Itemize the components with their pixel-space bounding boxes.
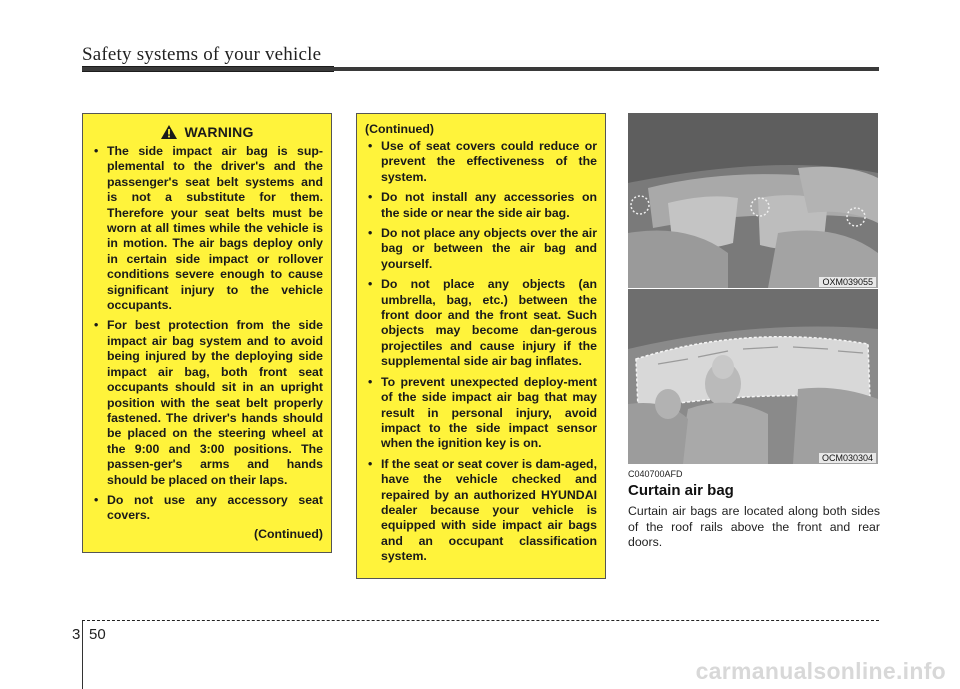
page-number: 50 <box>89 626 106 643</box>
warning-item: • If the seat or seat cover is dam-aged, have the vehicle checked and repaired by an authorized HYUNDAI dealer because your vehicle is equipped with side impact air bags and an occupant classification system. <box>365 457 597 565</box>
image-code: OXM039055 <box>819 277 876 287</box>
image-code: OCM030304 <box>819 453 876 463</box>
curtain-airbag-illustration <box>628 289 878 464</box>
continued-warning-list <box>365 139 597 565</box>
curtain-airbag-deployed-image <box>628 289 878 464</box>
footer-divider <box>82 621 83 689</box>
warning-item: • Do not place any objects (an umbrella, bag, etc.) between the front door and the front seat. Such objects may become dan-gerous projectiles and cause injury if the supplemental side air bag inflates. <box>365 277 597 369</box>
section-code: C040700AFD <box>628 469 683 479</box>
continued-warning-box <box>356 113 606 579</box>
page-header-title: Safety systems of your vehicle <box>82 44 322 65</box>
warning-item: • For best protection from the side impact air bag system and to avoid being injured by the deploying side impact air bag, both front seat occupants should sit in an upright position with the seat belt properly fastened. The driver's hands should be placed on the steering wheel at the 9:00 and 3:00 positions. The passen-ger's arms and hands should be placed on their laps. <box>91 318 323 487</box>
warning-item: • The side impact air bag is sup-plemental to the driver's and the passenger's seat belt systems and is not a substitute for them. Therefore your seat belts must be worn at all times while the vehicle is in motion. The air bags deploy only in certain side impact or rollover conditions severe enough to cause significant injury to the vehicle occupants. <box>91 144 323 313</box>
warning-title: WARNING <box>184 124 254 140</box>
continued-label: (Continued) <box>254 526 323 541</box>
car-interior-side-airbag-image <box>628 113 878 288</box>
watermark: carmanualsonline.info <box>695 658 946 684</box>
warning-box <box>82 113 332 553</box>
car-interior-illustration <box>628 113 878 288</box>
warning-item: • To prevent unexpected deploy-ment of the side impact air bag that may result in personal injury, avoid impact to the side impact sensor when the ignition key is on. <box>365 375 597 452</box>
warning-item: • Do not install any accessories on the side or near the side air bag. <box>365 190 597 221</box>
warning-triangle-icon <box>160 124 178 140</box>
footer-rule <box>82 620 879 621</box>
warning-header <box>91 124 323 140</box>
warning-item: • Use of seat covers could reduce or prevent the effectiveness of the system. <box>365 139 597 185</box>
warning-item: • Do not use any accessory seat covers. <box>91 493 323 524</box>
chapter-number: 3 <box>72 626 81 643</box>
section-title: Curtain air bag <box>628 482 734 499</box>
continued-label: (Continued) <box>365 122 434 136</box>
header-rule <box>82 67 879 71</box>
warning-item: • Do not place any objects over the air bag or between the air bag and yourself. <box>365 226 597 272</box>
section-body: Curtain air bags are located along both sides of the roof rails above the front and rear doors. <box>628 504 880 550</box>
warning-list <box>91 144 323 524</box>
